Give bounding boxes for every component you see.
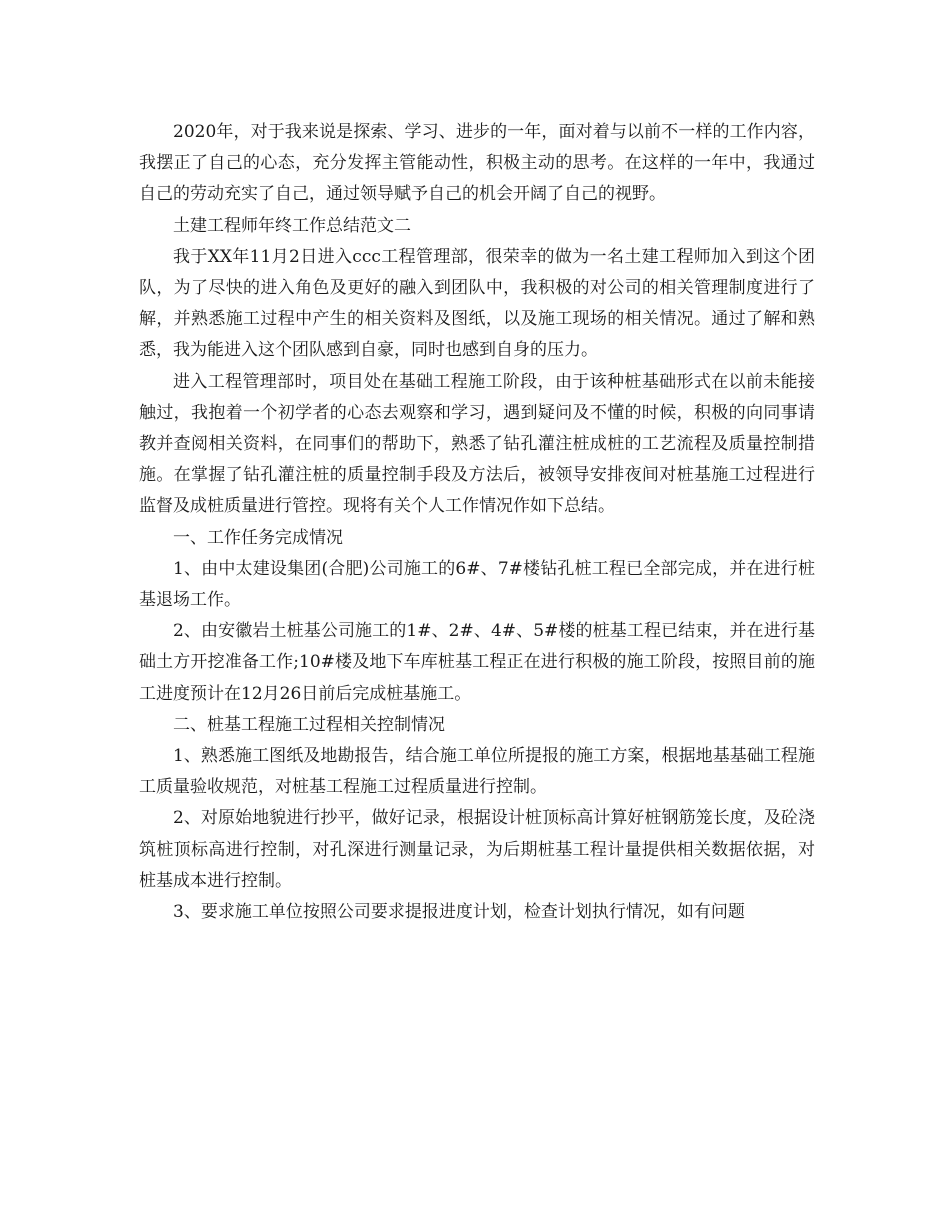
document-body <box>139 117 815 928</box>
paragraph-joining: 我于XX年11月2日进入ccc工程管理部，很荣幸的做为一名土建工程师加入到这个团队，为了尽快的进入角色及更好的融入到团队中，我积极的对公司的相关管理制度进行了解，并熟悉施工过程中产生的相关资料及图纸，以及施工现场的相关情况。通过了解和熟悉，我为能进入这个团队感到自豪，同时也感到自身的压力。 <box>139 246 815 361</box>
paragraph-intro: 2020年，对于我来说是探索、学习、进步的一年，面对着与以前不一样的工作内容，我摆正了自己的心态，充分发挥主管能动性，积极主动的思考。在这样的一年中，我通过自己的劳动充实了自己，通过领导赋予自己的机会开阔了自己的视野。 <box>139 122 815 205</box>
list-item-task-2: 2、由安徽岩土桩基公司施工的1#、2#、4#、5#楼的桩基工程已结束，并在进行基础土方开挖准备工作;10#楼及地下车库桩基工程正在进行积极的施工阶段，按照目前的施工进度预计在12月26日前后完成桩基施工。 <box>139 621 815 704</box>
list-item-task-1: 1、由中太建设集团(合肥)公司施工的6#、7#楼钻孔桩工程已全部完成，并在进行桩基退场工作。 <box>139 558 815 611</box>
heading-task-completion: 一、工作任务完成情况 <box>173 527 343 548</box>
list-item-control-3: 3、要求施工单位按照公司要求提报进度计划，检查计划执行情况，如有问题 <box>173 902 745 923</box>
list-item-control-1: 1、熟悉施工图纸及地勘报告，结合施工单位所提报的施工方案，根据地基基础工程施工质量验收规范，对桩基工程施工过程质量进行控制。 <box>139 746 815 798</box>
paragraph-foundation-stage: 进入工程管理部时，项目处在基础工程施工阶段，由于该种桩基础形式在以前未能接触过，我抱着一个初学者的心态去观察和学习，遇到疑问及不懂的时候，积极的向同事请教并查阅相关资料，在同事们的帮助下，熟悉了钻孔灌注桩成桩的工艺流程及质量控制措施。在掌握了钻孔灌注桩的质量控制手段及方法后，被领导安排夜间对桩基施工过程进行监督及成桩质量进行管控。现将有关个人工作情况作如下总结。 <box>139 371 815 517</box>
list-item-control-2: 2、对原始地貌进行抄平，做好记录，根据设计桩顶标高计算好桩钢筋笼长度，及砼浇筑桩顶标高进行控制，对孔深进行测量记录，为后期桩基工程计量提供相关数据依据，对桩基成本进行控制。 <box>139 808 815 891</box>
section-title: 土建工程师年终工作总结范文二 <box>173 215 411 236</box>
heading-pile-control: 二、桩基工程施工过程相关控制情况 <box>173 714 445 735</box>
